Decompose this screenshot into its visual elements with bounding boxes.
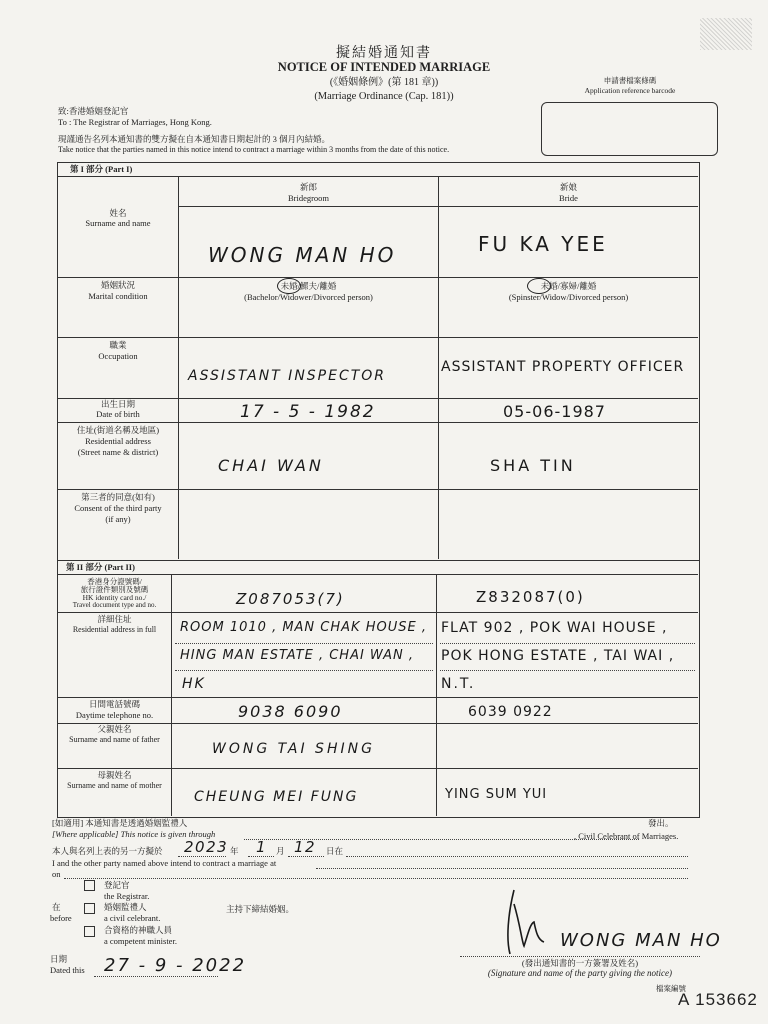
civil-celebrant-checkbox[interactable]: [84, 903, 95, 914]
row-father-zh: 父親姓名: [97, 724, 132, 734]
row-id-en1: HK identity card no./: [82, 593, 147, 602]
row-mother-en: Surname and name of mother: [67, 781, 162, 790]
rule-id: [58, 612, 698, 613]
bride-id: Z832087(0): [476, 588, 585, 606]
serial-label: 檔案編號: [656, 984, 686, 993]
issued-zh: 發出。: [648, 818, 674, 828]
option3-en: a competent minister.: [104, 936, 177, 946]
row-address-zh: 住址(街道名稱及地區): [76, 425, 160, 435]
row-address-en2: (Street name & district): [77, 447, 159, 457]
barcode-box: [541, 102, 718, 156]
date-line: [94, 976, 218, 977]
officiate-zh: 主持下締結婚姻。: [226, 904, 295, 914]
scan-noise: [700, 18, 752, 50]
month-zh: 月: [276, 846, 285, 856]
applicable-en: [Where applicable] This notice is given through: [52, 829, 216, 839]
rule-name: [58, 277, 698, 278]
groom-marital-zh: 未婚/鰥夫/離婚: [280, 281, 337, 291]
bride-marital-zh: 未婚/寡婦/離婚: [540, 281, 597, 291]
row-consent-en1: Consent of the third party: [74, 503, 162, 513]
row-phone-zh: 日間電話號碼: [88, 699, 140, 709]
groom-marital-en: (Bachelor/Widower/Divorced person): [244, 292, 373, 302]
rule-dob: [58, 422, 698, 423]
intend-day: 12: [294, 838, 317, 856]
ordinance-zh: (《婚姻條例》(第 181 章)): [329, 77, 439, 88]
day-zh: 日在: [326, 846, 344, 856]
date-value: 27 - 9 - 2022: [104, 955, 247, 976]
before-zh: 在: [52, 902, 61, 912]
before-en: before: [50, 913, 72, 923]
title-zh: 擬結婚通知書: [336, 46, 432, 61]
bride-address: SHA TIN: [490, 456, 576, 475]
part1-label: 第 I 部分 (Part I): [70, 164, 133, 174]
groom-address-guide-2: [175, 670, 433, 671]
registrar-checkbox[interactable]: [84, 880, 95, 891]
signature-line: [460, 956, 700, 957]
row-occupation-en: Occupation: [98, 351, 138, 361]
signature-scrawl: [500, 884, 560, 958]
rule-address: [58, 489, 698, 490]
groom-father: WONG TAI SHING: [212, 741, 375, 757]
row-father-en: Surname and name of father: [69, 735, 160, 744]
celebrant-en: , Civil Celebrant of Marriages.: [574, 831, 679, 841]
option1-zh: 登記官: [104, 880, 130, 890]
option1-en: the Registrar.: [104, 891, 150, 901]
rule-marital: [58, 337, 698, 338]
bride-marital-en: (Spinster/Widow/Divorced person): [508, 292, 629, 302]
part2-label: 第 II 部分 (Part II): [66, 562, 135, 572]
bride-address-line2: POK HONG ESTATE , TAI WAI ,: [441, 648, 675, 664]
row-marital-en: Marital condition: [88, 291, 148, 301]
row-id-zh2: 旅行證件類別及號碼: [80, 585, 149, 594]
bride-address-guide-1: [440, 643, 695, 644]
row-address-en1: Residential address: [85, 436, 151, 446]
signature-label-zh: (發出通知書的一方簽署及姓名): [521, 958, 639, 968]
groom-name: WONG MAN HO: [208, 243, 397, 267]
row-p2-address-en: Residential address in full: [72, 625, 157, 634]
ordinance-en: (Marriage Ordinance (Cap. 181)): [314, 91, 454, 102]
groom-address-guide-1: [175, 643, 433, 644]
bride-name: FU KA YEE: [478, 232, 608, 256]
intend-en: I and the other party named above intend to contract a marriage at: [52, 858, 277, 868]
groom-marital-circle: [277, 278, 301, 294]
date-zh: 日期: [50, 954, 68, 964]
intend-zh-prefix: 本人與名列上表的另一方擬於: [52, 846, 163, 856]
part1-colhead-rule: [179, 206, 698, 207]
barcode-label-en: Application reference barcode: [584, 86, 676, 95]
part1-header-rule: [58, 176, 698, 177]
col-divider-1: [178, 177, 179, 559]
bride-phone: 6039 0922: [468, 704, 553, 720]
year-line: [178, 856, 226, 857]
bride-address-guide-2: [440, 670, 695, 671]
on-label: on: [52, 869, 61, 879]
row-dob-en: Date of birth: [96, 409, 140, 419]
option2-en: a civil celebrant.: [104, 913, 161, 923]
row-occupation-zh: 職業: [109, 340, 127, 350]
col-divider-2: [438, 177, 439, 559]
bride-zh: 新娘: [559, 182, 577, 192]
venue-line: [346, 856, 688, 857]
applicable-zh: [如適用] 本通知書是透過婚姻監禮人: [52, 818, 188, 828]
groom-address: CHAI WAN: [218, 456, 324, 475]
signer-name: WONG MAN HO: [560, 930, 722, 951]
bridegroom-en: Bridegroom: [287, 193, 330, 203]
bride-en: Bride: [559, 193, 578, 203]
notice-zh: 現謹通告名列本通知書的雙方擬在自本通知書日期起計的 3 個月內結婚。: [58, 134, 331, 144]
row-p2-address-zh: 詳細住址: [97, 614, 132, 624]
day-line: [288, 856, 324, 857]
option2-zh: 婚姻監禮人: [104, 902, 147, 912]
date-en: Dated this: [50, 965, 85, 975]
groom-address-line2: HING MAN ESTATE , CHAI WAN ,: [180, 648, 415, 663]
groom-phone: 9038 6090: [238, 702, 343, 721]
row-phone-en: Daytime telephone no.: [75, 710, 154, 720]
minister-checkbox[interactable]: [84, 926, 95, 937]
row-name-en: Surname and name: [85, 218, 151, 228]
bride-dob: 05-06-1987: [503, 402, 606, 421]
intend-month: 1: [256, 838, 268, 856]
year-zh: 年: [230, 846, 239, 856]
bride-occupation: ASSISTANT PROPERTY OFFICER: [441, 359, 685, 375]
month-line: [248, 856, 274, 857]
to-en: To : The Registrar of Marriages, Hong Kong.: [58, 117, 212, 127]
row-id-zh1: 香港身分證號碼/: [87, 577, 142, 586]
groom-occupation: ASSISTANT INSPECTOR: [188, 368, 387, 384]
to-zh: 致:香港婚姻登記官: [58, 106, 129, 116]
groom-address-line1: ROOM 1010 , MAN CHAK HOUSE ,: [180, 620, 427, 635]
bride-marital-circle: [527, 278, 551, 294]
on-line: [64, 878, 688, 879]
title-en: NOTICE OF INTENDED MARRIAGE: [277, 60, 491, 74]
venue-line-en: [316, 868, 688, 869]
bride-address-line3: N.T.: [441, 676, 476, 692]
row-consent-en2: (if any): [105, 514, 131, 524]
notice-en: Take notice that the parties named in this notice intend to contract a marriage within 3 months from the date of this notice.: [58, 145, 450, 154]
rule-p2-address: [58, 697, 698, 698]
bride-address-line1: FLAT 902 , POK WAI HOUSE ,: [441, 620, 668, 636]
row-name-zh: 姓名: [109, 208, 127, 218]
intend-year: 2023: [184, 838, 229, 856]
bridegroom-zh: 新郎: [299, 182, 317, 192]
signature-label-en: (Signature and name of the party giving the notice): [487, 968, 673, 978]
row-dob-zh: 出生日期: [100, 399, 135, 409]
bride-mother: YING SUM YUI: [445, 787, 548, 802]
row-marital-zh: 婚姻狀況: [100, 280, 135, 290]
groom-dob: 17 - 5 - 1982: [240, 402, 376, 422]
serial-number: A 153662: [678, 990, 758, 1006]
row-mother-zh: 母親姓名: [97, 770, 132, 780]
groom-id: Z087053(7): [236, 590, 345, 608]
part2-header-rule: [58, 574, 698, 575]
rule-father: [58, 768, 698, 769]
barcode-label-zh: 申請書檔案條碼: [603, 76, 657, 85]
option3-zh: 合資格的神職人員: [104, 925, 173, 935]
groom-mother: CHEUNG MEI FUNG: [194, 789, 359, 805]
row-id-en2: Travel document type and no.: [72, 601, 157, 609]
row-consent-zh: 第三者的同意(如有): [81, 492, 155, 502]
groom-address-line3: HK: [182, 676, 206, 692]
